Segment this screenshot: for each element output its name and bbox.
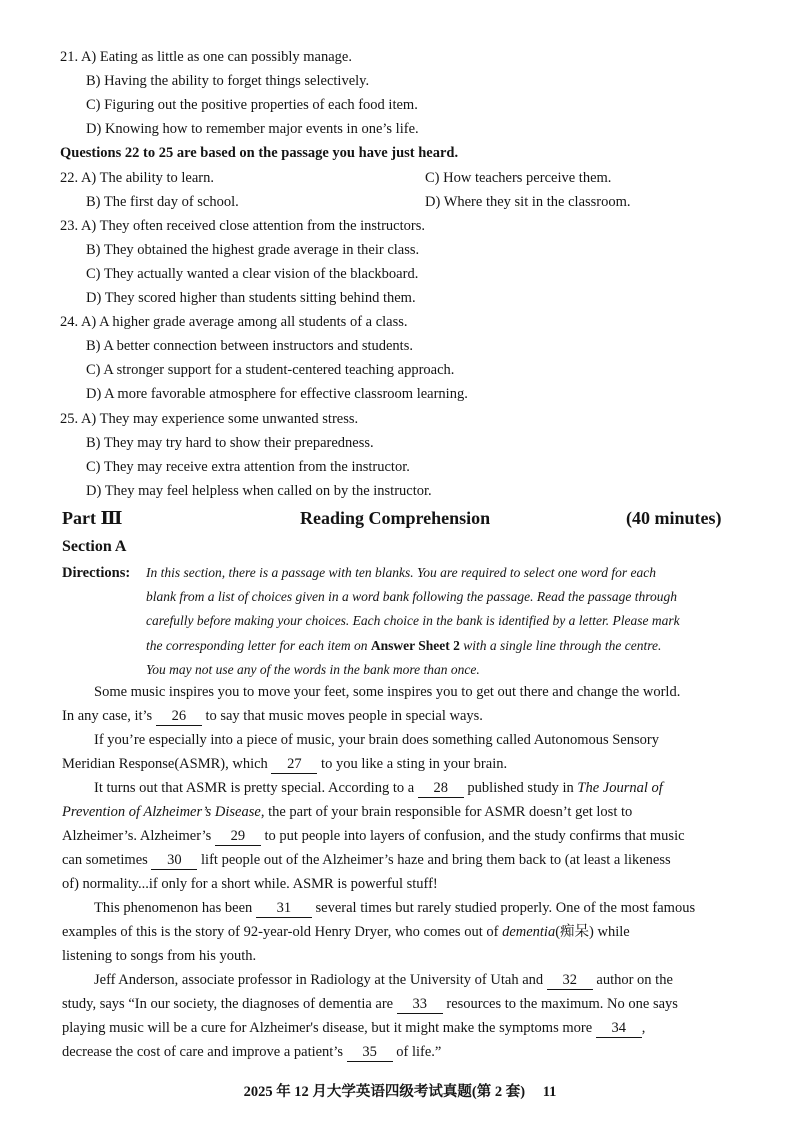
- q23-option-b: B) They obtained the highest grade average in their class.: [86, 242, 420, 258]
- blank-33[interactable]: 33: [397, 996, 443, 1014]
- q24-option-a: 24. A) A higher grade average among all students of a class.: [60, 314, 408, 330]
- option-text: Knowing how to remember major events in one’s life.: [104, 121, 419, 137]
- option-text: A better connection between instructors and students.: [103, 338, 413, 354]
- part-time: (40 minutes): [626, 508, 722, 528]
- option-text: They obtained the highest grade average in their class.: [103, 242, 420, 258]
- q23-option-a: 23. A) They often received close attention from the instructors.: [60, 218, 425, 234]
- blank-30[interactable]: 30: [151, 852, 197, 870]
- answer-sheet-ref: Answer Sheet 2: [370, 637, 460, 653]
- q22-option-c: C) How teachers perceive them.: [425, 170, 612, 186]
- part-label: Part Ⅲ: [62, 508, 123, 528]
- option-text: A more favorable atmosphere for effective classroom learning.: [104, 386, 468, 402]
- paragraph-5: Jeff Anderson, associate professor in Radiology at the University of Utah and 32 author on the: [94, 972, 673, 988]
- paragraph-2: If you’re especially into a piece of music, your brain does something called Autonomous Sensory: [94, 732, 659, 748]
- blank-34[interactable]: 34: [596, 1020, 642, 1038]
- q21-option-c: C) Figuring out the positive properties of each food item.: [86, 97, 418, 113]
- q22-option-b: B) The first day of school.: [86, 194, 239, 210]
- q21-option-a: [60, 47, 352, 67]
- passage-instruction: Questions 22 to 25 are based on the passage you have just heard.: [60, 145, 459, 161]
- page-number: 11: [542, 1084, 557, 1100]
- q25-option-b: B) They may try hard to show their preparedness.: [86, 435, 374, 451]
- blank-35[interactable]: 35: [347, 1044, 393, 1062]
- reading-passage: Some music inspires you to move your feet, some inspires you to get out there and change the world. In any case, it’s 26 to say that music moves people in special ways. If you’re especially into a piece of music, your brain does something called Autonomous Sensory Meridian Response(ASMR), which 27 to you like a sting in your brain. It turns out that ASMR is pretty special. According to a 28 published study in The Journal of Prevention of Alzheimer’s Disease, the part of your brain responsible for ASMR doesn’t get lost to Alzheimer’s. Alzheimer’s 29 to put people into layers of confusion, and the study confirms that music can sometimes 30 lift people out of the Alzheimer’s haze and bring them back to (at least a likeness of) normality...if only for a short while. ASMR is powerful stuff! This phenomenon has been 31 several times but rarely studied properly. One of the most famous examples of this is the story of 92-year-old Henry Dryer, who comes out of dementia(痴呆) while listening to songs from his youth. Jeff Anderson, associate professor in Radiology at the University of Utah and 32 author on the study, says “In our society, the diagnoses of dementia are 33 resources to the maximum. No one says playing music will be a cure for Alzheimer's disease, but it might make the symptoms more 34 , decrease the cost of care and improve a patient’s 35 of life.”: [62, 680, 752, 1064]
- q25-option-a: 25. A) They may experience some unwanted stress.: [60, 411, 359, 427]
- question-number: 24.: [60, 314, 79, 330]
- blank-28[interactable]: 28: [418, 780, 464, 798]
- option-letter: A): [80, 49, 97, 65]
- question-number: 23.: [60, 218, 79, 234]
- question-number: 25.: [60, 411, 79, 427]
- q23-option-d: D) They scored higher than students sitting behind them.: [86, 290, 416, 306]
- paragraph-3: It turns out that ASMR is pretty special. According to a 28 published study in The Journal of: [94, 780, 663, 796]
- paragraph-1: Some music inspires you to move your feet, some inspires you to get out there and change the world.: [94, 684, 681, 700]
- q21-option-d: D) Knowing how to remember major events in one’s life.: [86, 121, 419, 137]
- paragraph-4: This phenomenon has been 31 several times but rarely studied properly. One of the most famous: [94, 900, 696, 916]
- blank-27[interactable]: 27: [271, 756, 317, 774]
- question-number: 22.: [60, 170, 79, 186]
- question-number: 21.: [60, 49, 79, 65]
- option-text: Having the ability to forget things selectively.: [104, 73, 370, 89]
- option-text: They may experience some unwanted stress.: [99, 411, 359, 427]
- option-text: They actually wanted a clear vision of the blackboard.: [103, 266, 419, 282]
- option-text: Eating as little as one can possibly manage.: [99, 49, 352, 65]
- option-text: The ability to learn.: [99, 170, 214, 186]
- q23-option-c: C) They actually wanted a clear vision of the blackboard.: [86, 266, 419, 282]
- journal-title: The Journal of: [577, 780, 663, 796]
- blank-26[interactable]: 26: [156, 708, 202, 726]
- section-title: Section A: [62, 538, 127, 555]
- option-text: They scored higher than students sitting behind them.: [104, 290, 416, 306]
- blank-32[interactable]: 32: [547, 972, 593, 990]
- directions-label: Directions:: [62, 565, 131, 581]
- q24-option-c: C) A stronger support for a student-centered teaching approach.: [86, 362, 455, 378]
- blank-31[interactable]: 31: [256, 900, 312, 918]
- option-text: A stronger support for a student-centered teaching approach.: [103, 362, 455, 378]
- option-text: A higher grade average among all students of a class.: [99, 314, 408, 330]
- q25-option-d: D) They may feel helpless when called on by the instructor.: [86, 483, 432, 499]
- option-text: They may receive extra attention from the instructor.: [103, 459, 410, 475]
- option-text: They may try hard to show their preparedness.: [103, 435, 374, 451]
- option-text: Figuring out the positive properties of each food item.: [104, 97, 418, 113]
- term-dementia: dementia: [502, 924, 556, 940]
- option-text: The first day of school.: [103, 194, 239, 210]
- part-title: Reading Comprehension: [300, 508, 491, 528]
- directions-text: In this section, there is a passage with ten blanks. You are required to select one word for each blank from a list of choices given in a word bank following the passage. Read the passage through carefully before making your choices. Each choice in the bank is identified by a letter. Please mark the corresponding letter for each item on Answer Sheet 2 with a single line through the centre. You may not use any of the words in the bank more than once.: [146, 565, 680, 677]
- option-text: They often received close attention from the instructors.: [99, 218, 425, 234]
- journal-title-cont: Prevention of Alzheimer’s Disease: [62, 804, 261, 820]
- q24-option-b: B) A better connection between instructors and students.: [86, 338, 413, 354]
- q22-option-a: 22. A) The ability to learn.: [60, 170, 214, 186]
- q22-option-d: D) Where they sit in the classroom.: [425, 194, 631, 210]
- q21-option-b: B) Having the ability to forget things selectively.: [86, 73, 370, 89]
- blank-29[interactable]: 29: [215, 828, 261, 846]
- option-text: Where they sit in the classroom.: [443, 194, 631, 210]
- option-text: They may feel helpless when called on by the instructor.: [104, 483, 432, 499]
- q24-option-d: D) A more favorable atmosphere for effective classroom learning.: [86, 386, 468, 402]
- page-footer: [0, 1080, 800, 1101]
- footer-title: 2025 年 12 月大学英语四级考试真题(第 2 套): [243, 1084, 526, 1100]
- option-text: How teachers perceive them.: [443, 170, 612, 186]
- q25-option-c: C) They may receive extra attention from the instructor.: [86, 459, 410, 475]
